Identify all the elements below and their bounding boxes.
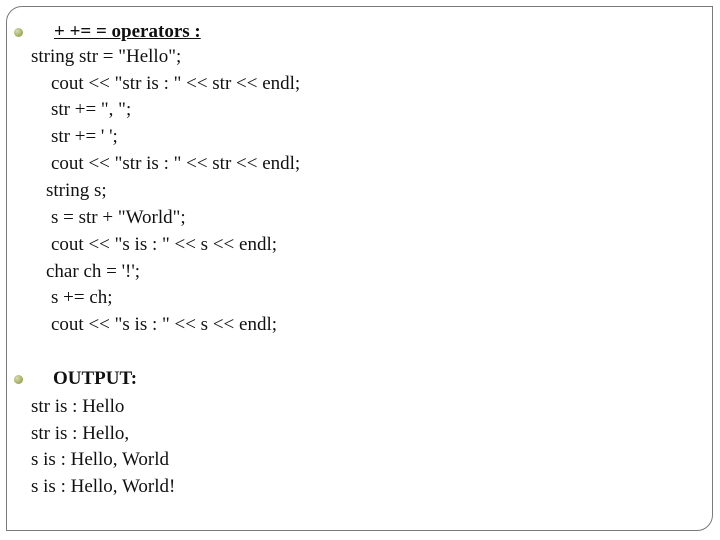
output-line-2: str is : Hello, — [31, 423, 130, 444]
code-line-11: cout << "s is : " << s << endl; — [51, 314, 277, 335]
code-line-10: s += ch; — [51, 287, 113, 308]
code-line-8: cout << "s is : " << s << endl; — [51, 234, 277, 255]
bullet-icon — [14, 28, 23, 37]
heading-output: OUTPUT: — [53, 368, 138, 389]
bullet-icon — [14, 375, 23, 384]
code-line-9: char ch = '!'; — [46, 261, 141, 282]
code-line-2: cout << "str is : " << str << endl; — [51, 73, 301, 94]
output-line-3: s is : Hello, World — [31, 449, 169, 470]
code-line-3: str += ", "; — [51, 99, 132, 120]
code-line-6: string s; — [46, 180, 107, 201]
heading-operators: + += = operators : — [54, 21, 201, 42]
code-line-4: str += ' '; — [51, 126, 118, 147]
code-line-7: s = str + "World"; — [51, 207, 186, 228]
output-line-4: s is : Hello, World! — [31, 476, 176, 497]
output-line-1: str is : Hello — [31, 396, 125, 417]
code-line-1: string str = "Hello"; — [31, 46, 182, 67]
code-line-5: cout << "str is : " << str << endl; — [51, 153, 301, 174]
